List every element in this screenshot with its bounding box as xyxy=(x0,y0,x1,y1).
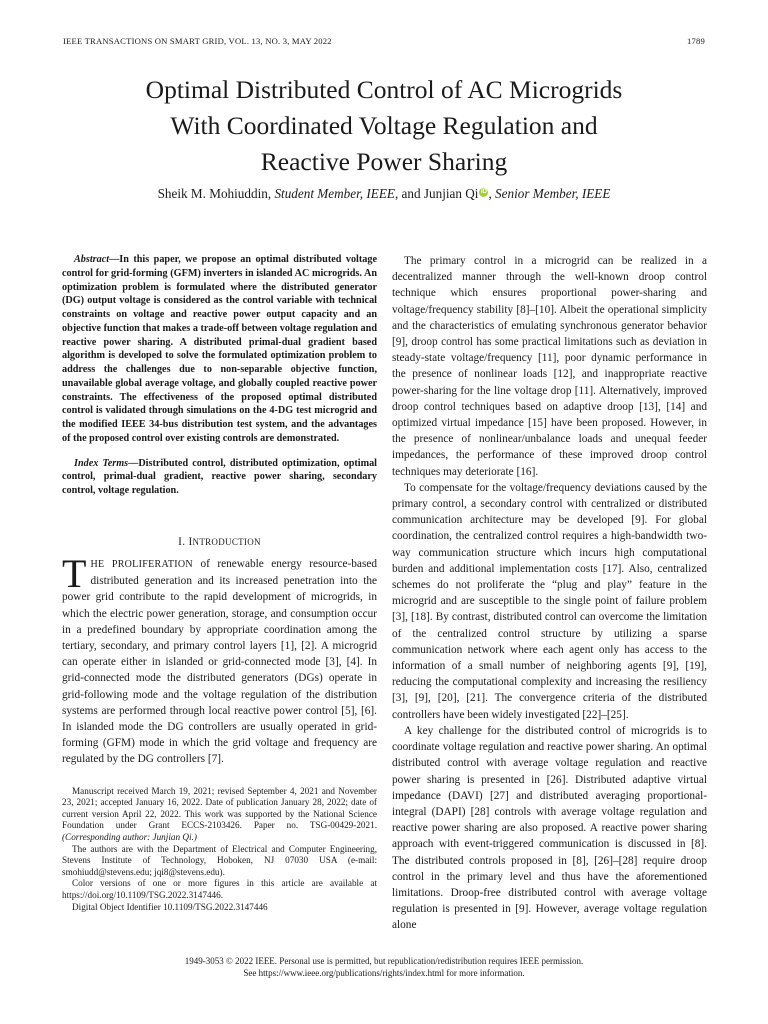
running-header: IEEE TRANSACTIONS ON SMART GRID, VOL. 13, NO. 3, MAY 2022 xyxy=(63,36,332,46)
body-paragraph: A key challenge for the distributed control of microgrids is to coordinate voltage regulation and reactive power sharing. An optimal distributed control with average voltage regulation and reactive power sharing is presented in [26]. Distributed adaptive virtual impedance (DAVI) [27] and distributed averaging proportional-integral (DAPI) [28] controls with average voltage regulation and reactive power sharing are also proposed. A reactive power sharing approach with event-triggered communication is discussed in [8]. The distributed controls proposed in [8], [26]–[28] require droop control in the primary level and thus have the aforementioned limitations. Droop-free distributed control with average voltage regulation is presented in [9]. However, average voltage regulation alone xyxy=(392,724,707,932)
author-role: Student Member, IEEE xyxy=(274,186,395,201)
page-number: 1789 xyxy=(687,36,705,46)
abstract xyxy=(62,253,377,446)
copyright-line: 1949-3053 © 2022 IEEE. Personal use is permitted, but republication/redistribution requires IEEE permission. xyxy=(184,956,584,966)
footnote xyxy=(62,786,377,914)
index-terms xyxy=(62,457,377,498)
intro-text: of renewable energy resource-based distributed generation and its increased penetration into the power grid contribute to the rapid development of microgrids, in which the electric power generation, storage, and consumption occur in a predefined boundary by appropriate coordination among the tertiary, secondary, and primary control layers [1], [2]. A microgrid can operate either in islanded or grid-connected mode [3], [4]. In grid-connected mode the distributed generators (DGs) operate in grid-following mode and the voltage regulation of the distribution systems are performed through local reactive power control [5], [6]. In islanded mode the DG controllers are usually operated in grid-forming (GFM) mode in which the grid voltage and frequency are regulated by the DG controllers [7]. xyxy=(62,557,377,766)
right-column xyxy=(392,253,707,934)
orcid-icon[interactable]: iD xyxy=(480,188,487,195)
index-terms-label: Index Terms xyxy=(74,457,129,469)
footnote-doi: Digital Object Identifier 10.1109/TSG.2022.3147446 xyxy=(72,901,268,912)
author-line xyxy=(40,186,728,202)
footnote-text: Manuscript received March 19, 2021; revised September 4, 2021 and November 23, 2021; accepted January 16, 2022. Date of publication January 28, 2022; date of current version April 22, 2022. This work was supported by the National Science Foundation under Grant ECCS-2103426. Paper no. TSG-00429-2021. xyxy=(62,785,377,831)
title-line: With Coordinated Voltage Regulation and xyxy=(170,111,598,140)
abstract-text: —In this paper, we propose an optimal distributed voltage control for grid-forming (GFM) inverters in islanded AC microgrids. An optimization problem is formulated where the distributed generator (DG) output voltage is considered as the control variable with technical constraints on voltage and reactive power output capacity and an objective function that makes a trade-off between voltage regulation and reactive power sharing. A distributed primal-dual gradient based algorithm is developed to solve the formulated optimization problem to address the challenges due to non-separable objective function, unavailable global average voltage, and globally coupled reactive power constraints. The effectiveness of the proposed optimal distributed control is validated through simulations on the 4-DG test microgrid and the modified IEEE 34-bus distribution test system, and the advantages of the proposed control over existing controls are demonstrated. xyxy=(62,254,377,444)
intro-paragraph xyxy=(62,550,377,768)
footnote-affiliation: The authors are with the Department of Electrical and Computer Engineering, Stevens Institute of Technology, Hoboken, NJ 07030 USA (e-mail: smohiudd@stevens.edu; jqi8@stevens.edu). xyxy=(62,843,377,877)
paper-title xyxy=(40,72,728,180)
section-heading-text: NTRODUCTION xyxy=(192,536,261,547)
title-line: Reactive Power Sharing xyxy=(260,147,508,176)
footnote-color: Color versions of one or more figures in this article are available at https://doi.org/10.1109/TSG.2022.3147446. xyxy=(62,878,377,900)
abstract-label: Abstract xyxy=(74,254,110,265)
index-terms-text: —Distributed control, distributed optimization, optimal control, primal-dual gradient, reactive power sharing, secondary control, voltage regulation. xyxy=(62,457,377,496)
left-column xyxy=(62,253,377,913)
copyright-notice xyxy=(40,955,728,979)
corresponding-author: (Corresponding author: Junjian Qi.) xyxy=(62,831,197,842)
title-line: Optimal Distributed Control of AC Microgrids xyxy=(145,75,623,104)
author-name: , and Junjian Qi xyxy=(394,186,479,201)
rights-link[interactable]: See https://www.ieee.org/publications/rights/index.html for more information. xyxy=(243,968,525,978)
section-heading xyxy=(62,534,377,550)
drop-cap: T xyxy=(62,550,87,596)
body-paragraph: The primary control in a microgrid can be realized in a decentralized manner through the well-known droop control technique which ensures proportional power-sharing and voltage/frequency stability [8]–[10]. Albeit the operational simplicity and the characteristics of emulating synchronous generator behavior [9], droop control has some practical limitations such as deviation in steady-state voltage/frequency [11], poor dynamic performance in the presence of nonlinear loads [12], and inappropriate reactive power-sharing for the line voltage drop [11]. Alternatively, improved droop control techniques based on adaptive droop [13], [14] and optimized virtual impedance [15] have been proposed. However, in the presence of nonlinear/unbalance loads and unequal feeder impedances, the performance of these improved droop control techniques may deteriorate [16]. xyxy=(392,255,707,478)
body-paragraph: To compensate for the voltage/frequency deviations caused by the primary control, a secondary control with centralized or distributed communication architecture may be developed [9]. For global coordination, the centralized control requires a high-bandwidth two-way communication structure which incurs high computational burden and additional implementation costs [17]. Also, centralized schemes do not proliferate the “plug and play” feature in the microgrid and are susceptible to the single point of failure problem [3], [18]. By contrast, distributed control can overcome the limitation of the centralized control structure by utilizing a sparse communication network where each agent only has access to the information of a small number of neighboring agents [9], [19], reducing the computational complexity and increasing the resiliency [3], [9], [20], [21]. The convergence criteria of the distributed controllers have been widely investigated [22]–[25]. xyxy=(392,481,707,721)
footnote-manuscript xyxy=(62,786,377,844)
section-heading-num: I. I xyxy=(178,535,193,548)
author-role: , Senior Member, IEEE xyxy=(488,186,611,201)
lead-caps: HE PROLIFERATION xyxy=(90,558,193,570)
author-name: Sheik M. Mohiuddin, xyxy=(157,186,272,201)
